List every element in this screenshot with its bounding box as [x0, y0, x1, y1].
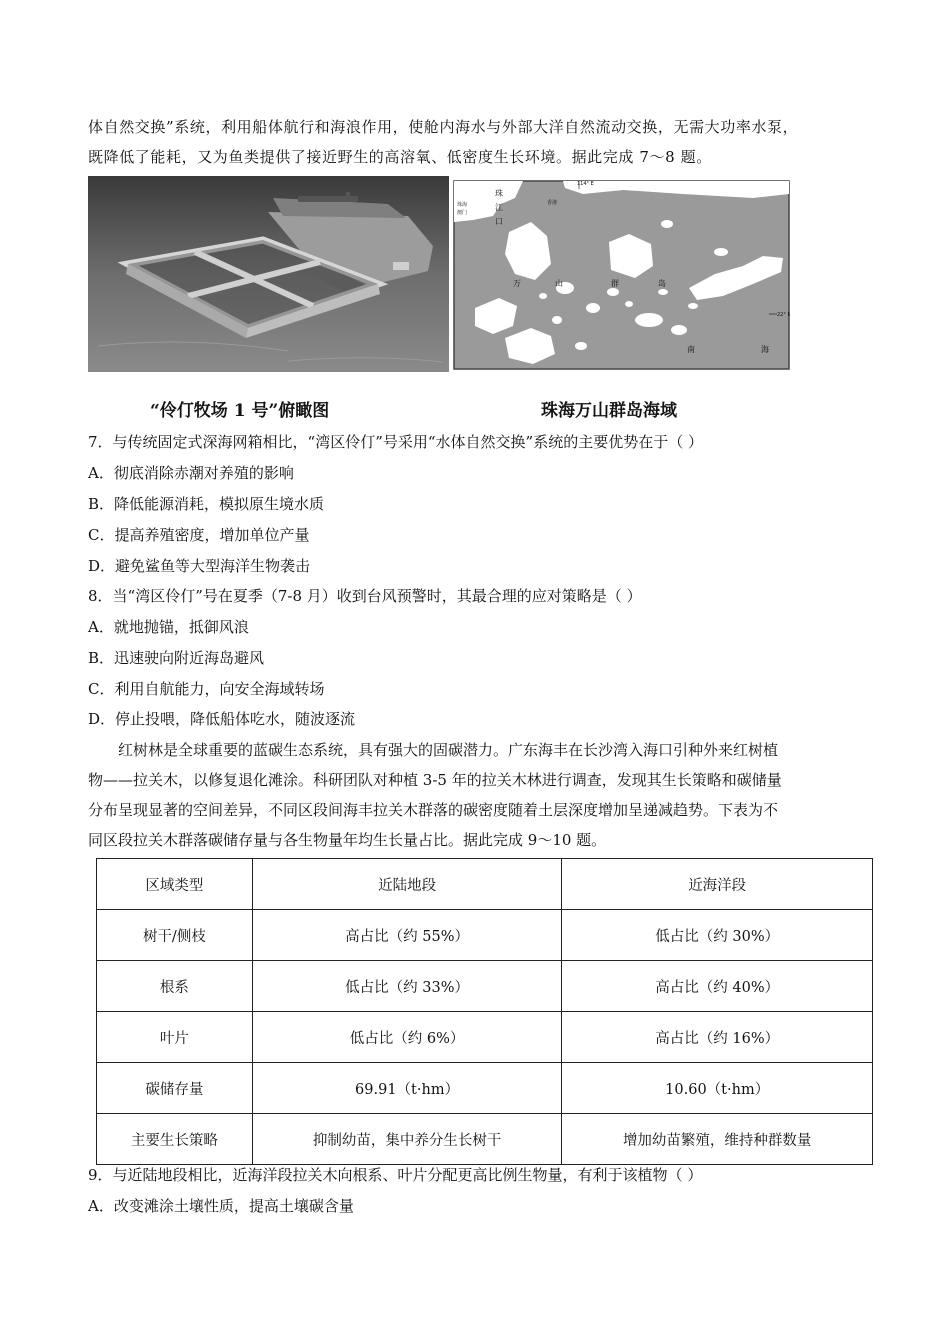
table-cell: 低占比（约 30%）	[562, 910, 873, 961]
table-cell: 主要生长策略	[97, 1114, 253, 1165]
photo-caption: “伶仃牧场 1 号”俯瞰图	[150, 401, 330, 421]
table-header-cell: 近陆地段	[252, 859, 562, 910]
q8-option-c: C．利用自航能力，向安全海域转场	[88, 680, 325, 698]
q7-option-c: C．提高养殖密度，增加单位产量	[88, 526, 310, 544]
map-wanshan-2: 山	[555, 279, 563, 288]
map-caption: 珠海万山群岛海域	[541, 401, 677, 421]
table-header-cell: 近海洋段	[562, 859, 873, 910]
table-cell: 低占比（约 33%）	[252, 961, 562, 1012]
map-aomen-label: 澳门	[457, 210, 468, 216]
map-nanhai-1: 南	[687, 345, 695, 354]
passage2-line-1: 红树林是全球重要的蓝碳生态系统，具有强大的固碳潜力。广东海丰在长沙湾入海口引种外来红树植	[118, 741, 779, 759]
q7-option-a: A．彻底消除赤潮对养殖的影响	[88, 464, 294, 482]
map-zhuhai-label: 珠海	[457, 202, 468, 208]
table-cell: 叶片	[97, 1012, 253, 1063]
intro-line-1: 体自然交换”系统，利用船体航行和海浪作用，使舱内海水与外部大洋自然流动交换，无需大功率水泵，	[88, 118, 799, 136]
intro-line-2: 既降低了能耗，又为鱼类提供了接近野生的高溶氧、低密度生长环境。据此完成 7～8 题。	[88, 148, 712, 166]
q9-option-a: A．改变滩涂土壤性质，提高土壤碳含量	[88, 1197, 354, 1215]
q8-stem: 8．当“湾区伶仃”号在夏季（7-8 月）收到台风预警时，其最合理的应对策略是（ ）	[88, 587, 642, 605]
map-lat-label: 22° N	[777, 312, 790, 318]
table-cell: 树干/侧枝	[97, 910, 253, 961]
passage2-line-4: 同区段拉关木群落碳储存量与各生物量年均生长量占比。据此完成 9～10 题。	[88, 831, 607, 849]
table-cell: 碳储存量	[97, 1063, 253, 1114]
intro-paragraph	[88, 112, 874, 172]
map-wanshan-4: 岛	[658, 279, 666, 288]
table-cell: 高占比（约 55%）	[252, 910, 562, 961]
q7-option-d: D．避免鲨鱼等大型海洋生物袭击	[88, 557, 311, 575]
table-cell: 抑制幼苗，集中养分生长树干	[252, 1114, 562, 1165]
table-cell: 低占比（约 6%）	[252, 1012, 562, 1063]
table-row	[97, 1012, 873, 1063]
q9-stem: 9．与近陆地段相比，近海洋段拉关木向根系、叶片分配更高比例生物量，有利于该植物（ ）	[88, 1166, 703, 1184]
passage2-line-2: 物——拉关木，以修复退化滩涂。科研团队对种植 3-5 年的拉关木林进行调查，发现其生长策略和碳储量	[88, 771, 782, 789]
map-wanshan-1: 万	[513, 279, 521, 288]
q8-option-a: A．就地抛锚，抵御风浪	[88, 618, 249, 636]
q7-option-b: B．降低能源消耗，模拟原生境水质	[88, 495, 325, 513]
biomass-table	[96, 858, 873, 1165]
table-cell: 高占比（约 40%）	[562, 961, 873, 1012]
map-wanshan-3: 群	[611, 279, 619, 288]
table-row	[97, 910, 873, 961]
table-cell: 10.60（t·hm）	[562, 1063, 873, 1114]
ranch-photo	[88, 176, 449, 372]
table-cell: 增加幼苗繁殖，维持种群数量	[562, 1114, 873, 1165]
q8-option-d: D．停止投喂，降低船体吃水，随波逐流	[88, 710, 356, 728]
q8-option-b: B．迅速驶向附近海岛避风	[88, 649, 265, 667]
map-xianggang-label: 香港	[547, 200, 558, 206]
map-zhujiangkou-3: 口	[495, 217, 503, 226]
passage2-line-3: 分布呈现显著的空间差异，不同区段间海丰拉关木群落的碳密度随着土层深度增加呈递减趋势。下表为不	[88, 801, 779, 819]
table-header-row	[97, 859, 873, 910]
table-row	[97, 1063, 873, 1114]
table-cell: 根系	[97, 961, 253, 1012]
map-zhujiangkou-1: 珠	[495, 189, 503, 198]
map-nanhai-2: 海	[761, 345, 769, 354]
map-lon-label: 114° E	[577, 181, 594, 187]
table-cell: 高占比（约 16%）	[562, 1012, 873, 1063]
table-cell: 69.91（t·hm）	[252, 1063, 562, 1114]
table-header-cell: 区域类型	[97, 859, 253, 910]
q7-stem: 7．与传统固定式深海网箱相比，“湾区伶仃”号采用“水体自然交换”系统的主要优势在于（ ）	[88, 433, 703, 451]
map-zhujiangkou-2: 江	[495, 203, 503, 212]
table-row	[97, 961, 873, 1012]
wanshan-map	[453, 180, 790, 370]
table-row	[97, 1114, 873, 1165]
